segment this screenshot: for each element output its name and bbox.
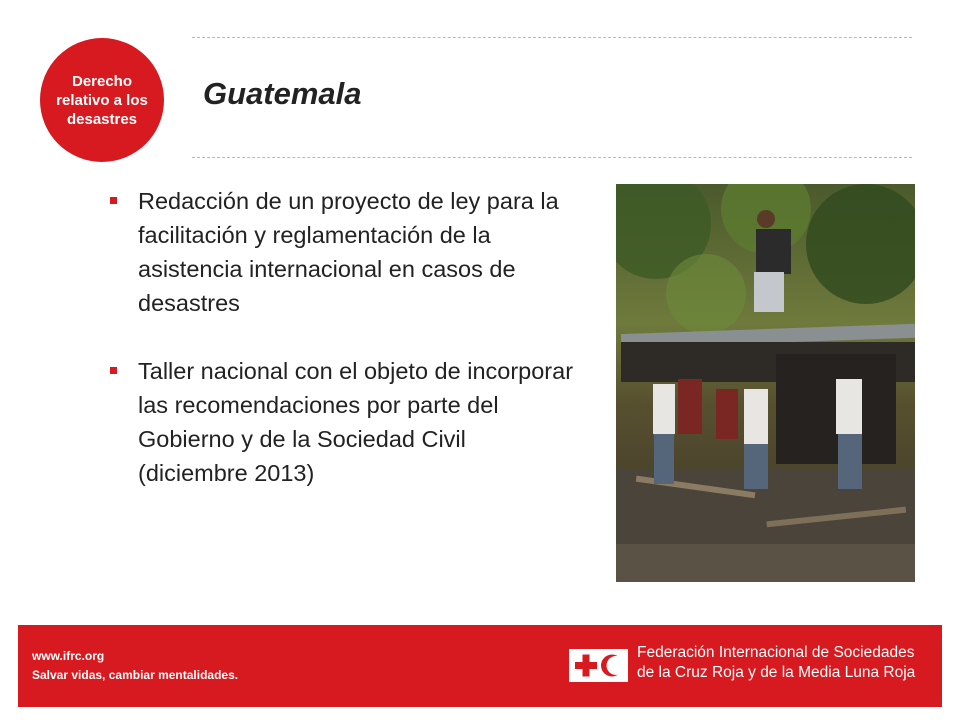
disaster-relief-photo	[616, 184, 915, 582]
badge-line-2: relativo a los	[56, 91, 148, 109]
square-bullet-icon	[110, 367, 117, 374]
bullet-item	[107, 354, 577, 490]
top-divider	[192, 37, 912, 38]
footer-url-link[interactable]: www.ifrc.org	[32, 649, 105, 663]
footer-bar	[18, 625, 942, 707]
bullet-item	[107, 184, 577, 320]
badge-line-3: desastres	[66, 110, 138, 128]
bullet-list	[107, 184, 577, 490]
organization-name	[637, 643, 915, 683]
title-divider	[192, 157, 912, 158]
red-cross-crescent-logo-icon	[568, 648, 629, 683]
topic-badge	[40, 38, 164, 162]
org-name-line-2: de la Cruz Roja y de la Media Luna Roja	[637, 664, 916, 681]
badge-line-1: Derecho	[71, 72, 133, 90]
footer-slogan: Salvar vidas, cambiar mentalidades.	[32, 668, 239, 682]
slide-title: Guatemala	[203, 76, 362, 111]
org-name-line-1: Federación Internacional de Sociedades	[637, 644, 915, 661]
bullet-text: Redacción de un proyecto de ley para la facilitación y reglamentación de la asistencia internacional en casos de desastres	[138, 188, 559, 316]
bullet-text: Taller nacional con el objeto de incorporar las recomendaciones por parte del Gobierno y de la Sociedad Civil (diciembre 2013)	[138, 358, 574, 486]
square-bullet-icon	[110, 197, 117, 204]
